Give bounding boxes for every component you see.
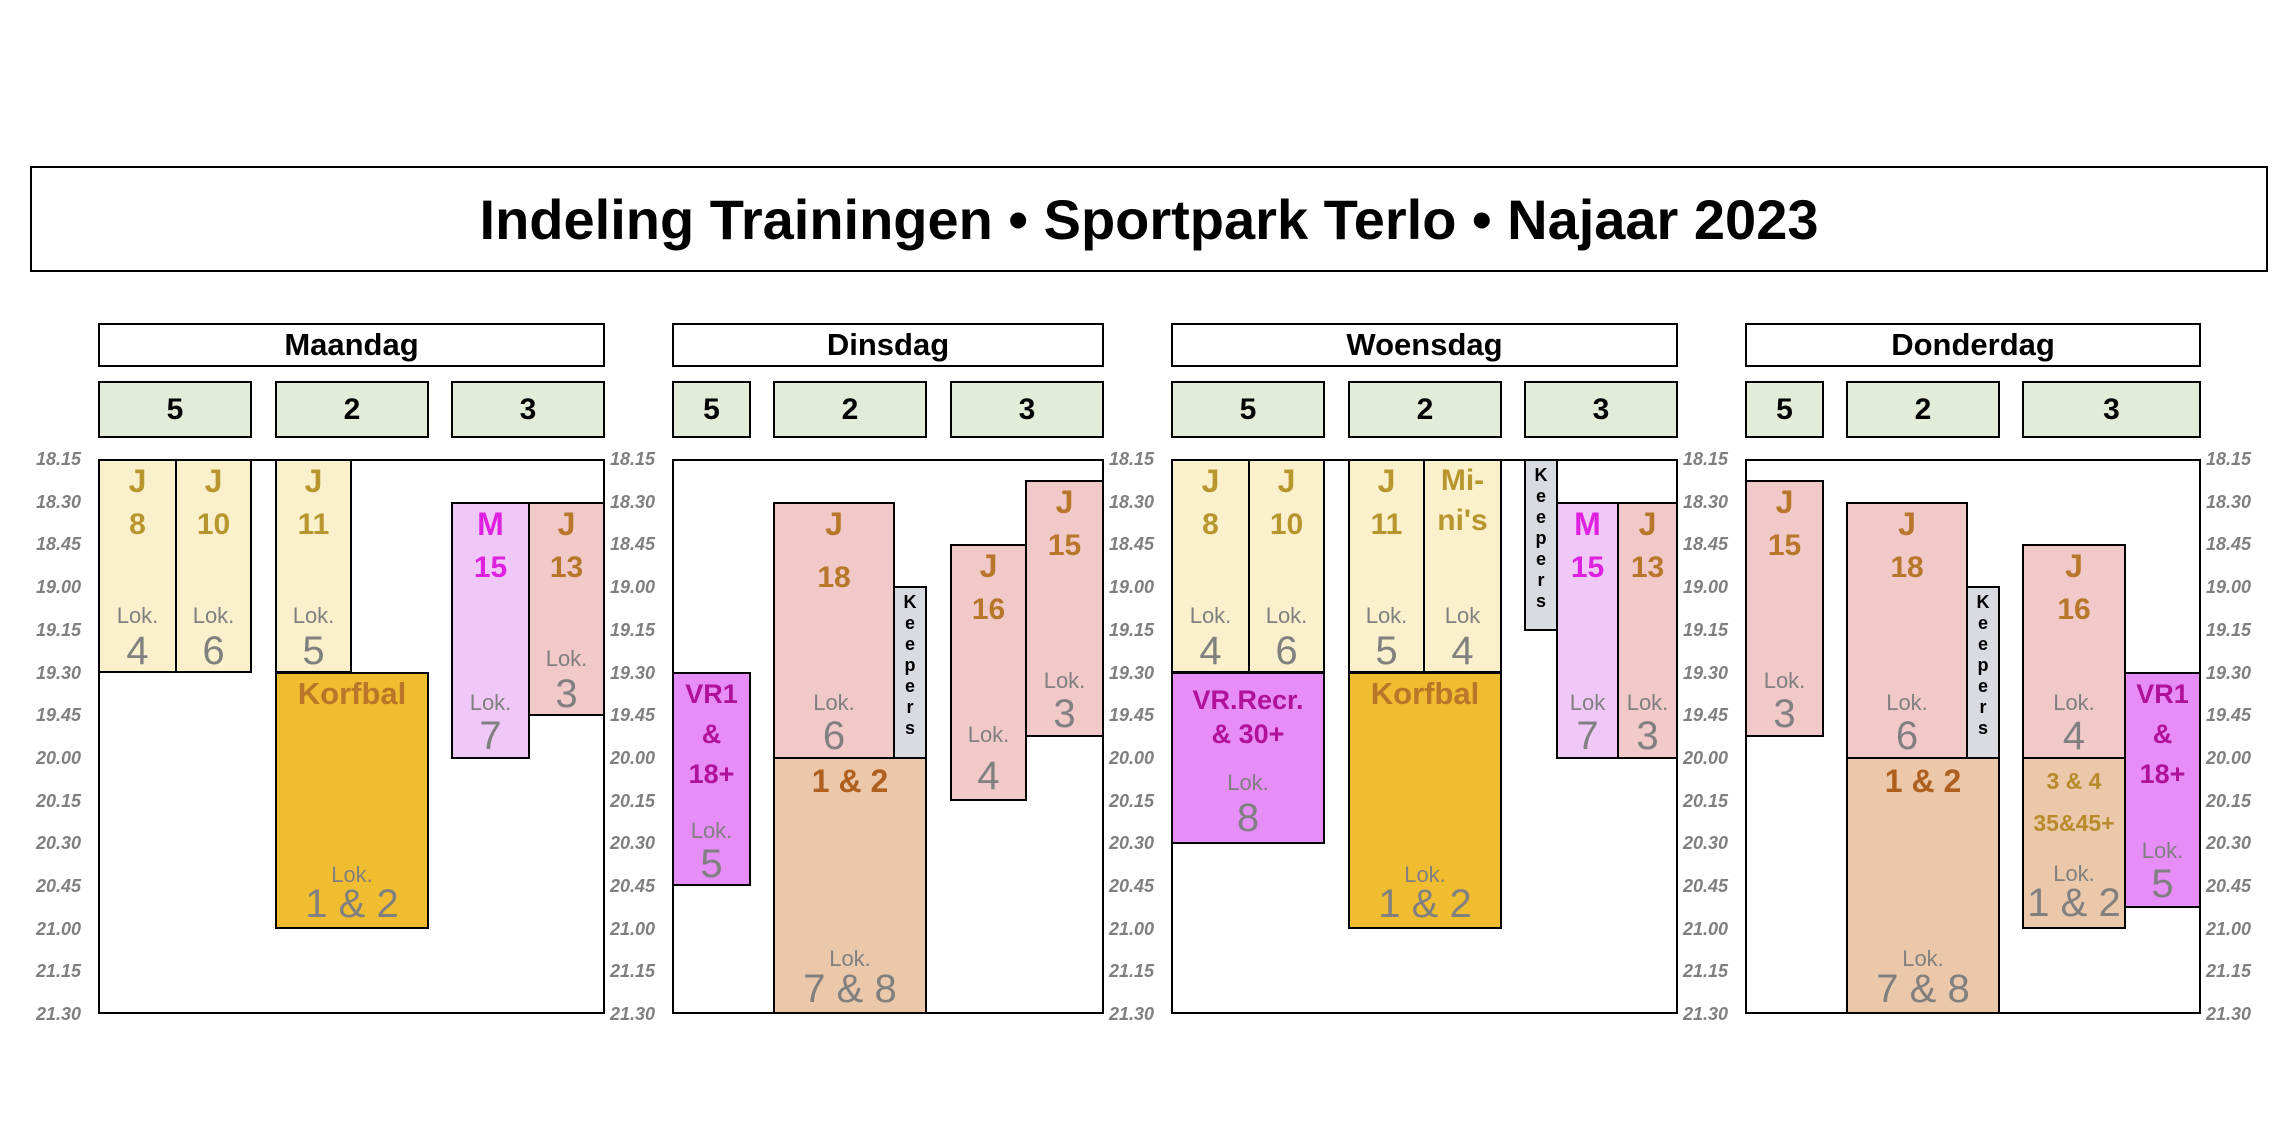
team-name: 1 & 2	[1884, 763, 1962, 799]
team-letter: M	[477, 506, 504, 542]
time-label: 21.30	[610, 1004, 656, 1025]
lokaal-number: 7	[1576, 714, 1599, 758]
time-label: 20.15	[2206, 790, 2252, 811]
training-block-keepers-woensdag	[1524, 459, 1558, 631]
lokaal-number: 4	[2062, 714, 2086, 758]
day-header-dinsdag: Dinsdag	[672, 323, 1104, 367]
time-label: 18.45	[1683, 534, 1729, 555]
lokaal-number: 6	[822, 714, 846, 758]
time-label: 21.30	[1109, 1004, 1155, 1025]
time-label: 21.00	[1683, 918, 1729, 939]
time-label: 18.30	[36, 491, 82, 512]
time-label: 18.45	[2206, 534, 2252, 555]
time-label: 19.00	[1109, 577, 1155, 598]
team-number: 10	[1269, 508, 1304, 541]
time-label: 19.15	[1109, 619, 1155, 640]
time-label: 20.45	[1109, 876, 1155, 896]
team-number: 8	[1202, 508, 1219, 541]
training-block-j11-woensdag	[1348, 459, 1425, 673]
team-letter: J	[128, 463, 147, 499]
time-label: 18.30	[2206, 491, 2252, 512]
time-label: 19.00	[1683, 577, 1729, 598]
keepers-letter: r	[906, 697, 914, 717]
time-label: 21.00	[36, 918, 82, 939]
time-label: 18.15	[2206, 449, 2252, 469]
keepers-letter: s	[904, 718, 915, 738]
team-letter: J	[1775, 484, 1794, 520]
time-label: 19.15	[610, 619, 656, 640]
keepers-letter: r	[1537, 570, 1545, 590]
team-letter: M	[1574, 506, 1601, 542]
field-5-dinsdag: 5	[672, 381, 751, 438]
training-block-j13-maandag	[528, 502, 605, 716]
lokaal-number: 3	[1636, 714, 1659, 758]
time-label: 19.45	[36, 705, 82, 726]
team-letter: J	[979, 548, 998, 584]
time-label: 20.00	[2206, 747, 2252, 768]
field-3-dinsdag: 3	[950, 381, 1104, 438]
training-block-1en2-donderdag	[1846, 757, 2000, 1014]
keepers-letter: e	[904, 613, 915, 633]
time-label: 20.15	[36, 790, 82, 811]
time-label: 18.15	[1683, 449, 1729, 469]
team-number: 18	[817, 561, 851, 594]
time-label: 18.30	[610, 491, 656, 512]
lokaal-label: Lok	[1569, 690, 1606, 715]
time-label: 19.30	[610, 662, 656, 683]
lokaal-number: 7	[479, 714, 502, 758]
team-name: Korfbal	[1370, 676, 1480, 711]
time-label: 21.00	[610, 918, 656, 939]
time-label: 21.30	[2206, 1004, 2252, 1025]
team-number: 10	[196, 508, 231, 541]
time-label: 19.45	[2206, 705, 2252, 726]
team-letter: J	[1277, 463, 1296, 499]
lokaal-label: Lok.	[2053, 690, 2095, 715]
lokaal-label: Lok.	[690, 818, 733, 843]
field-2-dinsdag: 2	[773, 381, 927, 438]
day-header-donderdag: Donderdag	[1745, 323, 2201, 367]
field-5-donderdag: 5	[1745, 381, 1824, 438]
training-block-j10-woensdag	[1248, 459, 1325, 673]
team-name: VR1	[685, 679, 738, 709]
training-block-korfbal-maandag	[275, 672, 429, 929]
lokaal-label: Lok.	[292, 603, 335, 628]
team-name: VR1	[2136, 679, 2189, 709]
keepers-label	[895, 592, 925, 739]
time-label: 19.30	[36, 662, 82, 683]
training-block-j18-donderdag	[1846, 502, 1968, 759]
team-name-age: 18+	[688, 759, 735, 789]
team-letter: J	[2065, 548, 2083, 584]
time-label: 20.00	[610, 747, 656, 768]
training-block-j16-dinsdag	[950, 544, 1027, 801]
team-letter: J	[825, 506, 843, 542]
lokaal-label: Lok.	[1265, 603, 1308, 628]
lokaal-label: Lok.	[967, 722, 1010, 747]
team-name: Korfbal	[297, 676, 407, 711]
time-label: 21.15	[1683, 961, 1729, 982]
keepers-letter: e	[1977, 613, 1988, 633]
time-label: 20.45	[36, 876, 82, 896]
time-label: 21.15	[610, 961, 656, 982]
team-letter: J	[1898, 506, 1916, 542]
training-block-vr1-dinsdag	[672, 672, 751, 886]
lokaal-number: 5	[2151, 862, 2174, 906]
time-label: 19.45	[610, 705, 656, 726]
lokaal-number: 4	[977, 754, 1000, 798]
keepers-label	[1526, 465, 1556, 612]
time-label: 21.15	[2206, 961, 2252, 982]
training-block-minis-woensdag	[1423, 459, 1502, 673]
lokaal-number: 5	[700, 842, 723, 886]
team-number: 13	[549, 551, 584, 584]
lokaal-label: Lok	[1444, 603, 1481, 628]
lokaal-label: Lok.	[2141, 838, 2184, 863]
time-label: 21.00	[2206, 918, 2252, 939]
time-label: 21.30	[36, 1004, 82, 1025]
time-label: 18.15	[36, 449, 82, 469]
lokaal-label: Lok.	[469, 690, 512, 715]
time-label: 21.15	[36, 961, 82, 982]
time-label: 19.15	[1683, 619, 1729, 640]
team-number: 15	[1570, 551, 1605, 584]
keepers-letter: e	[1535, 486, 1546, 506]
time-label: 18.45	[610, 534, 656, 555]
training-block-j16-donderdag	[2022, 544, 2126, 759]
lokaal-label: Lok.	[331, 862, 373, 887]
field-2-woensdag: 2	[1348, 381, 1502, 438]
field-3-woensdag: 3	[1524, 381, 1678, 438]
training-block-3en4-donderdag	[2022, 757, 2126, 929]
team-number: 11	[297, 508, 330, 541]
lokaal-number: 5	[302, 629, 325, 673]
time-label: 19.00	[610, 577, 656, 598]
field-2-maandag: 2	[275, 381, 429, 438]
field-2-donderdag: 2	[1846, 381, 2000, 438]
time-label: 18.15	[610, 449, 656, 469]
lokaal-number: 4	[1451, 629, 1474, 673]
lokaal-label: Lok.	[1227, 770, 1269, 795]
team-name-amp: &	[2152, 719, 2173, 749]
time-label: 18.15	[1109, 449, 1155, 469]
field-5-woensdag: 5	[1171, 381, 1325, 438]
team-name-suffix: ni's	[1437, 504, 1488, 537]
lokaal-label: Lok.	[829, 946, 871, 971]
lokaal-number: 3	[1773, 692, 1796, 736]
team-letter: J	[1201, 463, 1220, 499]
time-label: 20.00	[36, 747, 82, 768]
team-number: 15	[1767, 529, 1802, 562]
training-block-j15-donderdag	[1745, 480, 1824, 737]
keepers-letter: s	[1535, 591, 1546, 611]
team-number: 16	[2057, 593, 2091, 626]
lokaal-label: Lok.	[813, 690, 855, 715]
training-block-j13-woensdag	[1617, 502, 1678, 759]
keepers-letter: e	[904, 634, 915, 654]
team-name-age: 18+	[2139, 759, 2186, 789]
time-label: 20.30	[2206, 833, 2252, 854]
keepers-letter: K	[1534, 465, 1548, 485]
team-name: Mi-	[1440, 464, 1485, 497]
time-label: 20.15	[610, 790, 656, 811]
lokaal-label: Lok.	[1043, 668, 1086, 693]
team-name: 1 & 2	[811, 763, 889, 799]
team-letter: J	[557, 506, 576, 542]
team-letter: J	[1055, 484, 1074, 520]
lokaal-label: Lok.	[1902, 946, 1944, 971]
team-number: 15	[473, 551, 508, 584]
training-block-m15-woensdag	[1556, 502, 1619, 759]
team-number: 13	[1630, 551, 1665, 584]
keepers-letter: p	[904, 655, 916, 675]
lokaal-number: 7 & 8	[803, 967, 897, 1011]
training-block-korfbal-woensdag	[1348, 672, 1502, 929]
time-label: 20.45	[1683, 876, 1729, 896]
field-3-donderdag: 3	[2022, 381, 2201, 438]
training-block-j8-woensdag	[1171, 459, 1250, 673]
training-block-keepers-dinsdag	[893, 586, 927, 759]
training-block-vr1-donderdag	[2124, 672, 2201, 908]
keepers-letter: e	[1977, 634, 1988, 654]
team-number: 15	[1047, 529, 1082, 562]
time-label: 18.30	[1109, 491, 1155, 512]
keepers-letter: K	[903, 592, 917, 612]
time-label: 19.00	[36, 577, 82, 598]
team-number: 11	[1370, 508, 1403, 541]
day-header-woensdag: Woensdag	[1171, 323, 1678, 367]
lokaal-number: 1 & 2	[305, 882, 399, 926]
time-label: 19.45	[1109, 705, 1155, 726]
lokaal-number: 4	[126, 629, 149, 673]
team-letter: J	[1377, 463, 1396, 499]
lokaal-number: 7 & 8	[1876, 967, 1970, 1011]
time-label: 20.30	[1683, 833, 1729, 854]
keepers-letter: p	[1535, 528, 1547, 548]
team-name: 3 & 4	[2046, 768, 2102, 794]
lokaal-label: Lok.	[1626, 690, 1669, 715]
lokaal-label: Lok.	[192, 603, 235, 628]
keepers-letter: p	[1977, 655, 1989, 675]
keepers-letter: e	[1977, 676, 1988, 696]
field-3-maandag: 3	[451, 381, 605, 438]
time-label: 19.30	[1109, 662, 1155, 683]
lokaal-label: Lok.	[116, 603, 159, 628]
lokaal-number: 6	[1895, 714, 1919, 758]
keepers-label	[1968, 592, 1998, 739]
time-label: 20.00	[1683, 747, 1729, 768]
team-number: 18	[1890, 551, 1924, 584]
training-block-j15-dinsdag	[1025, 480, 1104, 737]
page-title: Indeling Trainingen • Sportpark Terlo • Najaar 2023	[30, 166, 2268, 272]
team-name: VR.Recr.	[1192, 685, 1304, 715]
keepers-letter: e	[1535, 507, 1546, 527]
training-block-1en2-dinsdag	[773, 757, 927, 1014]
team-name-age: & 30+	[1211, 719, 1285, 749]
training-block-j10-maandag	[175, 459, 252, 673]
lokaal-label: Lok.	[1763, 668, 1806, 693]
time-label: 20.15	[1683, 790, 1729, 811]
time-label: 18.45	[36, 534, 82, 555]
lokaal-label: Lok.	[2053, 861, 2095, 886]
lokaal-number: 4	[1199, 629, 1222, 673]
time-label: 20.00	[1109, 747, 1155, 768]
training-block-keepers-donderdag	[1966, 586, 2000, 759]
time-label: 19.00	[2206, 577, 2252, 598]
team-number: 16	[971, 593, 1006, 626]
time-label: 20.15	[1109, 790, 1155, 811]
lokaal-number: 3	[555, 672, 578, 716]
team-name-age: 35&45+	[2033, 810, 2115, 836]
lokaal-number: 5	[1375, 629, 1398, 673]
time-label: 20.30	[36, 833, 82, 854]
lokaal-label: Lok.	[1404, 862, 1446, 887]
training-block-j18-dinsdag	[773, 502, 895, 759]
time-label: 20.30	[610, 833, 656, 854]
keepers-letter: e	[1535, 549, 1546, 569]
keepers-letter: r	[1979, 697, 1987, 717]
time-label: 19.30	[1683, 662, 1729, 683]
time-label: 19.15	[2206, 619, 2252, 640]
time-label: 20.30	[1109, 833, 1155, 854]
team-letter: J	[304, 463, 323, 499]
keepers-letter: s	[1977, 718, 1988, 738]
lokaal-label: Lok.	[545, 646, 588, 671]
training-block-vrrecr-woensdag	[1171, 672, 1325, 844]
time-label: 20.45	[2206, 876, 2252, 896]
lokaal-number: 1 & 2	[1378, 882, 1472, 926]
time-label: 21.30	[1683, 1004, 1729, 1025]
team-number: 8	[129, 508, 146, 541]
time-label: 19.30	[2206, 662, 2252, 683]
time-label: 18.45	[1109, 534, 1155, 555]
lokaal-number: 6	[1275, 629, 1298, 673]
lokaal-label: Lok.	[1189, 603, 1232, 628]
field-5-maandag: 5	[98, 381, 252, 438]
lokaal-label: Lok.	[1365, 603, 1408, 628]
day-header-maandag: Maandag	[98, 323, 605, 367]
team-name-amp: &	[701, 719, 722, 749]
keepers-letter: K	[1976, 592, 1990, 612]
time-label: 18.30	[1683, 491, 1729, 512]
lokaal-number: 8	[1236, 796, 1260, 840]
training-block-j11-maandag	[275, 459, 352, 673]
lokaal-number: 6	[202, 629, 225, 673]
lokaal-label: Lok.	[1886, 690, 1928, 715]
time-label: 20.45	[610, 876, 656, 896]
time-label: 19.45	[1683, 705, 1729, 726]
lokaal-number: 1 & 2	[2027, 881, 2121, 925]
team-letter: J	[1638, 506, 1657, 542]
keepers-letter: e	[904, 676, 915, 696]
training-block-m15-maandag	[451, 502, 530, 759]
time-label: 21.00	[1109, 918, 1155, 939]
time-label: 19.15	[36, 619, 82, 640]
team-letter: J	[204, 463, 223, 499]
training-block-j8-maandag	[98, 459, 177, 673]
time-label: 21.15	[1109, 961, 1155, 982]
lokaal-number: 3	[1053, 692, 1076, 736]
